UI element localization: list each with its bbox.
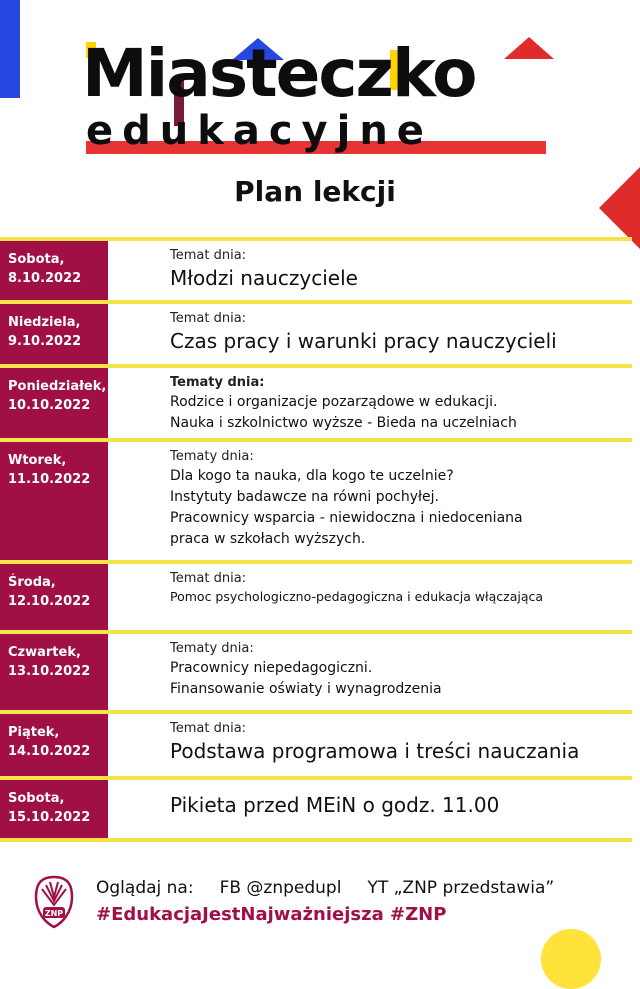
day-date: 9.10.2022 [8, 334, 82, 349]
topic-text: Instytuty badawcze na równi pochyłej. [170, 489, 439, 505]
znp-logo-icon [34, 875, 74, 929]
schedule-row [0, 438, 640, 560]
day-date: 11.10.2022 [8, 472, 91, 487]
yellow-circle-decoration [541, 929, 601, 989]
schedule-row [0, 776, 640, 838]
day-label [0, 714, 108, 776]
topic-content [170, 640, 630, 700]
day-label [0, 241, 108, 300]
day-date: 14.10.2022 [8, 744, 91, 759]
topic-text: Pracownicy niepedagogiczni. [170, 660, 373, 676]
topic-text: praca w szkołach wyższych. [170, 531, 366, 547]
facebook-link[interactable]: FB @znpedupl [219, 878, 342, 898]
day-name: Sobota, [8, 252, 65, 267]
watch-info [96, 878, 580, 898]
topic-label: Tematy dnia: [170, 641, 254, 656]
day-name: Piątek, [8, 725, 60, 740]
topic-text: Pracownicy wsparcia - niewidoczna i niedoceniana [170, 510, 523, 526]
logo-title-line2: edukacyjne [86, 108, 433, 154]
page-title: Plan lekcji [234, 175, 396, 208]
topic-text: Pomoc psychologiczno-pedagogiczna i edukacja włączająca [170, 589, 544, 604]
youtube-link[interactable]: YT „ZNP przedstawia” [367, 878, 555, 898]
day-name: Środa, [8, 575, 56, 590]
topic-content [170, 374, 630, 434]
day-name: Poniedziałek, [8, 379, 107, 394]
day-label [0, 780, 108, 838]
day-name: Wtorek, [8, 453, 67, 468]
schedule-row [0, 300, 640, 364]
topic-text: Czas pracy i warunki pracy nauczycieli [170, 329, 557, 353]
topic-text: Pikieta przed MEiN o godz. 11.00 [170, 793, 500, 817]
topic-content [170, 310, 630, 354]
blue-decoration-bar [0, 0, 20, 98]
topic-text: Nauka i szkolnictwo wyższe - Bieda na uczelniach [170, 415, 517, 431]
topic-text: Podstawa programowa i treści nauczania [170, 739, 580, 763]
topic-text: Młodzi nauczyciele [170, 266, 358, 290]
day-name: Czwartek, [8, 645, 81, 660]
topic-content [170, 570, 630, 606]
topic-content [170, 448, 630, 550]
topic-content [170, 247, 630, 291]
day-label [0, 304, 108, 364]
topic-label: Tematy dnia: [170, 375, 265, 390]
hashtags: #EdukacjaJestNajważniejsza #ZNP [96, 904, 447, 925]
topic-text: Rodzice i organizacje pozarządowe w edukacji. [170, 394, 498, 410]
miasteczko-logo [82, 30, 557, 160]
topic-label: Tematy dnia: [170, 449, 254, 464]
schedule-row [0, 630, 640, 710]
day-label [0, 442, 108, 560]
schedule-row [0, 364, 640, 438]
day-date: 10.10.2022 [8, 398, 91, 413]
day-label [0, 634, 108, 710]
watch-label: Oglądaj na: [96, 878, 194, 898]
day-date: 12.10.2022 [8, 594, 91, 609]
znp-logo-text: ZNP [44, 909, 64, 918]
day-name: Sobota, [8, 791, 65, 806]
logo-title-line1: Miasteczko [82, 35, 476, 112]
topic-label: Temat dnia: [170, 248, 247, 263]
topic-content [170, 792, 630, 818]
topic-label: Temat dnia: [170, 721, 247, 736]
schedule-row [0, 710, 640, 776]
topic-text: Dla kogo ta nauka, dla kogo te uczelnie? [170, 468, 454, 484]
topic-text: Finansowanie oświaty i wynagrodzenia [170, 681, 442, 697]
schedule-end [0, 838, 640, 842]
schedule-list [0, 237, 640, 842]
day-label [0, 368, 108, 438]
topic-label: Temat dnia: [170, 311, 247, 326]
yellow-separator [0, 838, 632, 842]
day-date: 13.10.2022 [8, 664, 91, 679]
topic-label: Temat dnia: [170, 571, 247, 586]
day-name: Niedziela, [8, 315, 81, 330]
day-date: 8.10.2022 [8, 271, 82, 286]
schedule-row [0, 560, 640, 630]
topic-content [170, 720, 630, 764]
day-label [0, 564, 108, 630]
day-date: 15.10.2022 [8, 810, 91, 825]
schedule-row [0, 237, 640, 300]
